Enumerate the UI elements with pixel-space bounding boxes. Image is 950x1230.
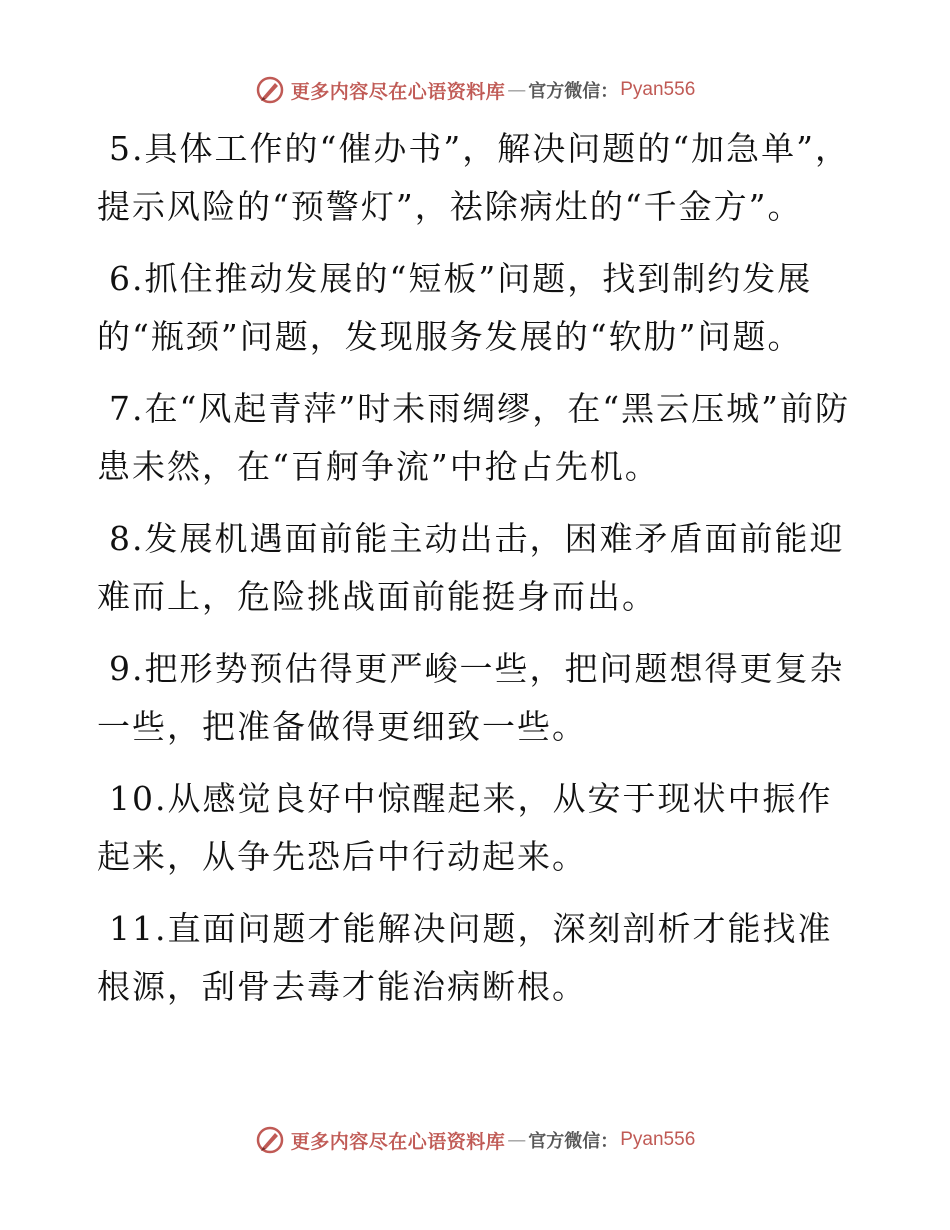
watermark-dash: — bbox=[507, 1129, 527, 1151]
document-body bbox=[97, 120, 857, 1030]
list-item: 5.具体工作的“催办书”，解决问题的“加急单”，提示风险的“预警灯”，祛除病灶的“千金方”。 bbox=[97, 129, 850, 226]
watermark-brand: 更多内容尽在心语资料库 bbox=[290, 80, 506, 103]
list-item: 11.直面问题才能解决问题，深刻剖析才能找准根源，刮骨去毒才能治病断根。 bbox=[97, 909, 833, 1006]
list-item: 6.抓住推动发展的“短板”问题，找到制约发展的“瓶颈”问题，发现服务发展的“软肋”问题。 bbox=[97, 259, 813, 356]
watermark-wechat-id: Pyan556 bbox=[620, 1129, 696, 1150]
header-watermark bbox=[0, 70, 950, 110]
list-item: 7.在“风起青萍”时未雨绸缪，在“黑云压城”前防患未然，在“百舸争流”中抢占先机。 bbox=[97, 389, 850, 486]
list-item: 10.从感觉良好中惊醒起来，从安于现状中振作起来，从争先恐后中行动起来。 bbox=[97, 779, 833, 876]
watermark-brand: 更多内容尽在心语资料库 bbox=[290, 1130, 506, 1153]
watermark-wechat-label: 官方微信： bbox=[528, 1131, 619, 1152]
watermark-wechat-id: Pyan556 bbox=[620, 79, 696, 100]
list-item: 8.发展机遇面前能主动出击，困难矛盾面前能迎难而上，危险挑战面前能挺身而出。 bbox=[97, 519, 845, 616]
footer-watermark bbox=[0, 1120, 950, 1160]
list-item: 9.把形势预估得更严峻一些，把问题想得更复杂一些，把准备做得更细致一些。 bbox=[97, 649, 845, 746]
logo-icon bbox=[255, 75, 285, 105]
watermark-wechat-label: 官方微信： bbox=[528, 81, 619, 102]
watermark-dash: — bbox=[507, 79, 527, 101]
logo-icon bbox=[255, 1125, 285, 1155]
